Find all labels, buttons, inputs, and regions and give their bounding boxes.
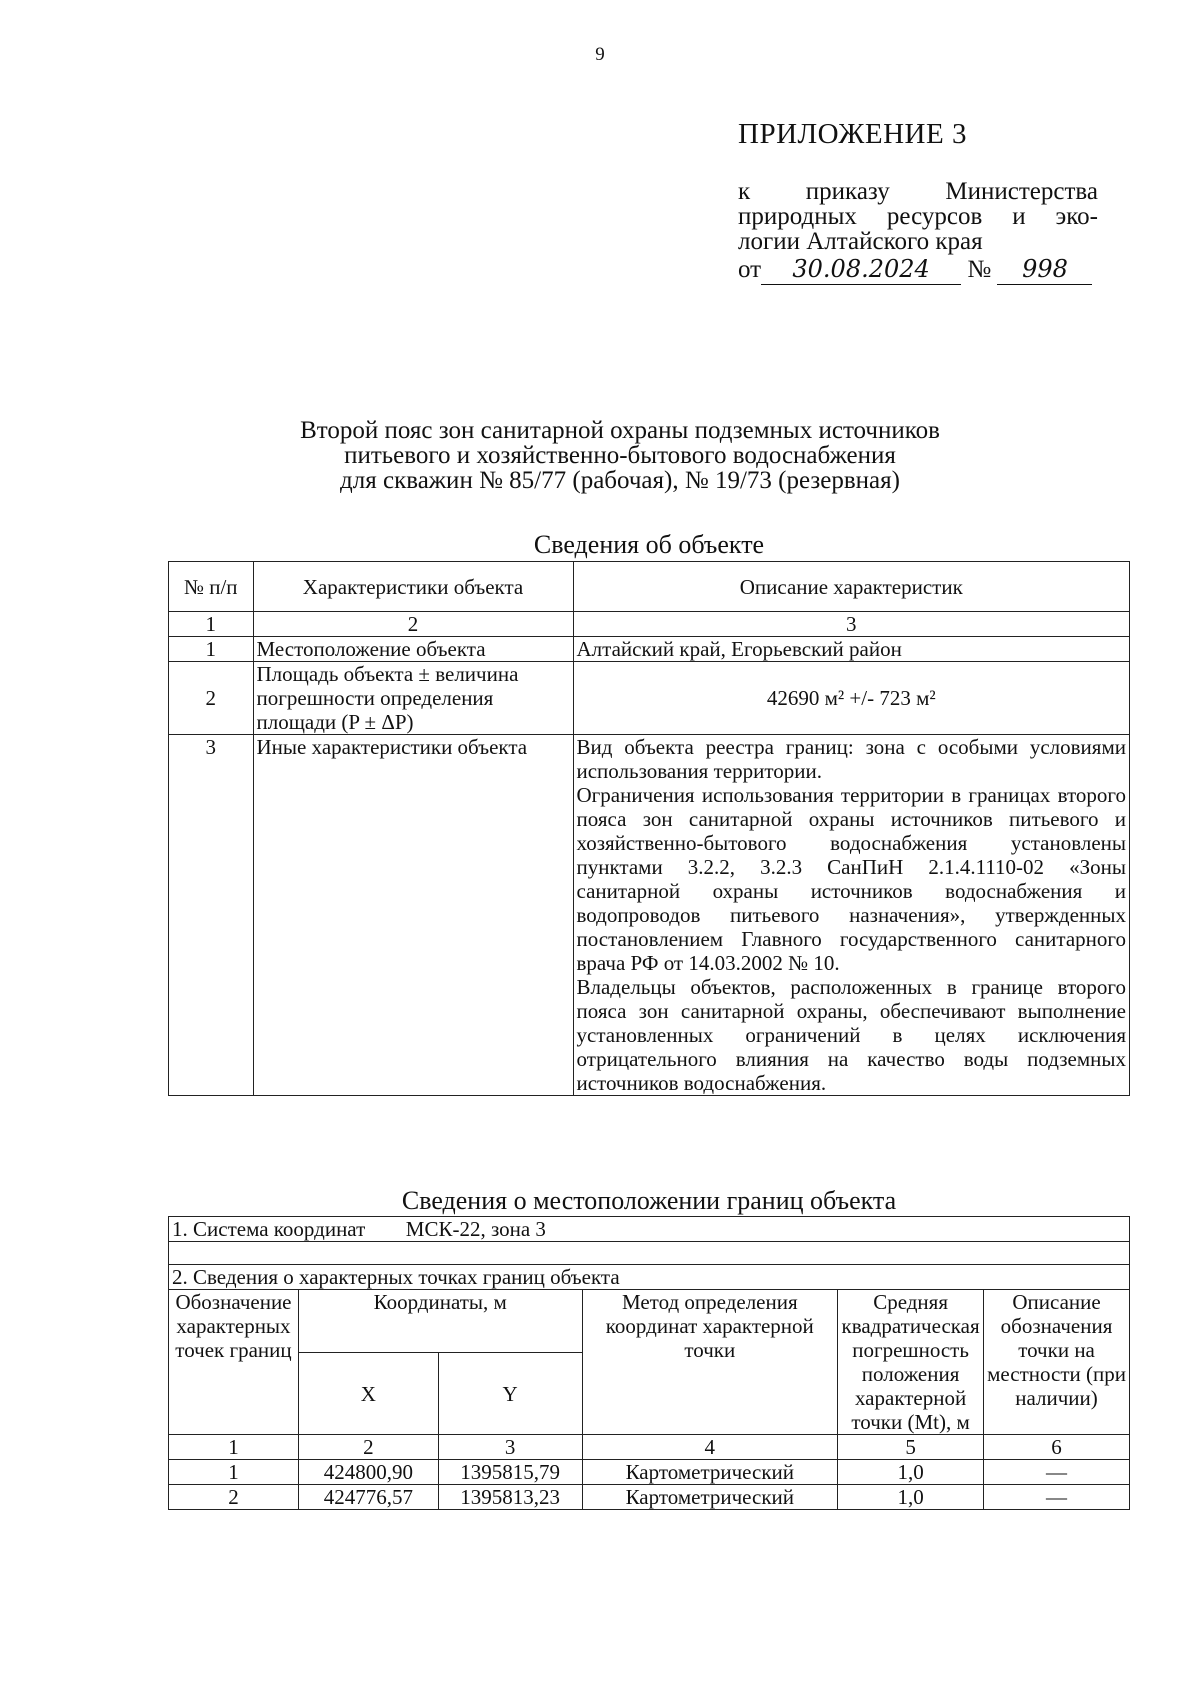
method-cell: Картометрический xyxy=(582,1485,838,1510)
error-cell: 1,0 xyxy=(838,1485,984,1510)
method-cell: Картометрический xyxy=(582,1460,838,1485)
y-cell: 1395815,79 xyxy=(438,1460,582,1485)
coord-system-value: МСК-22, зона 3 xyxy=(405,1217,546,1241)
y-cell: 1395813,23 xyxy=(438,1485,582,1510)
points-label-row xyxy=(169,1265,1130,1290)
points-label: 2. Сведения о характерных точках границ объекта xyxy=(169,1265,1130,1290)
description-paragraph: Вид объекта реестра границ: зона с особыми условиями использования территории. xyxy=(576,735,1126,783)
table-row xyxy=(169,1460,1130,1485)
row-number: 2 xyxy=(169,662,254,735)
coord-system-cell xyxy=(169,1217,1130,1242)
document-title-line-1: Второй пояс зон санитарной охраны подземных источников xyxy=(300,417,940,444)
header-point: Обозначение характерных точек границ xyxy=(169,1290,299,1435)
index-cell: 2 xyxy=(298,1435,438,1460)
index-cell: 2 xyxy=(253,612,573,637)
row-value: Алтайский край, Егорьевский район xyxy=(573,637,1130,662)
row-number: 3 xyxy=(169,735,254,1096)
index-cell: 3 xyxy=(438,1435,582,1460)
appendix-order-line-3: логии Алтайского края xyxy=(738,228,983,255)
table-row xyxy=(169,1485,1130,1510)
row-number: 1 xyxy=(169,637,254,662)
table-header-row xyxy=(169,562,1130,612)
header-error: Средняя квадратическая погрешность положения характерной точки (Mt), м xyxy=(838,1290,984,1435)
header-characteristics: Характеристики объекта xyxy=(253,562,573,612)
row-name: Местоположение объекта xyxy=(253,637,573,662)
index-cell: 1 xyxy=(169,1435,299,1460)
document-title xyxy=(240,418,1000,493)
appendix-order-line-1: к приказу Министерства xyxy=(738,178,1098,205)
point-cell: 1 xyxy=(169,1460,299,1485)
index-cell: 3 xyxy=(573,612,1130,637)
boundary-info-table xyxy=(168,1216,1130,1510)
x-cell: 424776,57 xyxy=(298,1485,438,1510)
appendix-header xyxy=(738,118,1098,285)
row-name: Площадь объекта ± величина погрешности определения площади (P ± ΔP) xyxy=(253,662,573,735)
description-paragraph: Владельцы объектов, расположенных в границе второго пояса зон санитарной охраны, обеспечивают выполнение установленных ограничений в целях исключения отрицательного влияния на качество воды подземных источников водоснабжения. xyxy=(576,975,1126,1095)
coord-system-row xyxy=(169,1217,1130,1242)
description-paragraph: Ограничения использования территории в границах второго пояса зон санитарной охраны источников питьевого и хозяйственно-бытового водоснабжения установлены пунктами 3.2.2, 3.2.3 СанПиН 2.1.4.1110-02 «Зоны санитарной охраны источников водоснабжения и водопроводов питьевого назначения», утвержденных постановлением Главного государственного санитарного врача РФ от 14.03.2002 № 10. xyxy=(576,783,1126,975)
boundary-info-caption: Сведения о местоположении границ объекта xyxy=(401,1186,897,1215)
table-header-row xyxy=(169,1290,1130,1353)
object-info-table xyxy=(168,561,1130,1096)
header-desc: Описание обозначения точки на местности (при наличии) xyxy=(984,1290,1130,1435)
handwritten-date: 30.08.2024 xyxy=(761,254,961,285)
table-row xyxy=(169,662,1130,735)
error-cell: 1,0 xyxy=(838,1460,984,1485)
table-index-row xyxy=(169,612,1130,637)
row-name: Иные характеристики объекта xyxy=(253,735,573,1096)
table-row xyxy=(169,735,1130,1096)
empty-cell xyxy=(169,1242,1130,1265)
spacer-row xyxy=(169,1242,1130,1265)
index-cell: 1 xyxy=(169,612,254,637)
index-cell: 5 xyxy=(838,1435,984,1460)
handwritten-number: 998 xyxy=(997,254,1092,285)
header-method: Метод определения координат характерной точки xyxy=(582,1290,838,1435)
desc-cell: — xyxy=(984,1460,1130,1485)
index-cell: 6 xyxy=(984,1435,1130,1460)
order-date-number xyxy=(738,254,1098,285)
document-title-line-2: питьевого и хозяйственно-бытового водоснабжения xyxy=(344,442,896,469)
x-cell: 424800,90 xyxy=(298,1460,438,1485)
order-number-label: № xyxy=(967,256,992,283)
coord-system-label: 1. Система координат xyxy=(172,1217,366,1241)
header-x: X xyxy=(298,1353,438,1435)
header-coords: Координаты, м xyxy=(298,1290,582,1353)
row-value xyxy=(573,735,1130,1096)
appendix-order-line-2: природных ресурсов и эко- xyxy=(738,203,1098,230)
row-value: 42690 м² +/- 723 м² xyxy=(573,662,1130,735)
header-description: Описание характеристик xyxy=(573,562,1130,612)
desc-cell: — xyxy=(984,1485,1130,1510)
page-number: 9 xyxy=(595,44,605,65)
table-index-row xyxy=(169,1435,1130,1460)
index-cell: 4 xyxy=(582,1435,838,1460)
header-number: № п/п xyxy=(169,562,254,612)
order-from-label: от xyxy=(738,256,762,283)
appendix-title: ПРИЛОЖЕНИЕ 3 xyxy=(738,118,967,150)
object-info-caption: Сведения об объекте xyxy=(533,530,765,559)
document-title-line-3: для скважин № 85/77 (рабочая), № 19/73 (резервная) xyxy=(340,467,900,494)
table-row xyxy=(169,637,1130,662)
header-y: Y xyxy=(438,1353,582,1435)
point-cell: 2 xyxy=(169,1485,299,1510)
